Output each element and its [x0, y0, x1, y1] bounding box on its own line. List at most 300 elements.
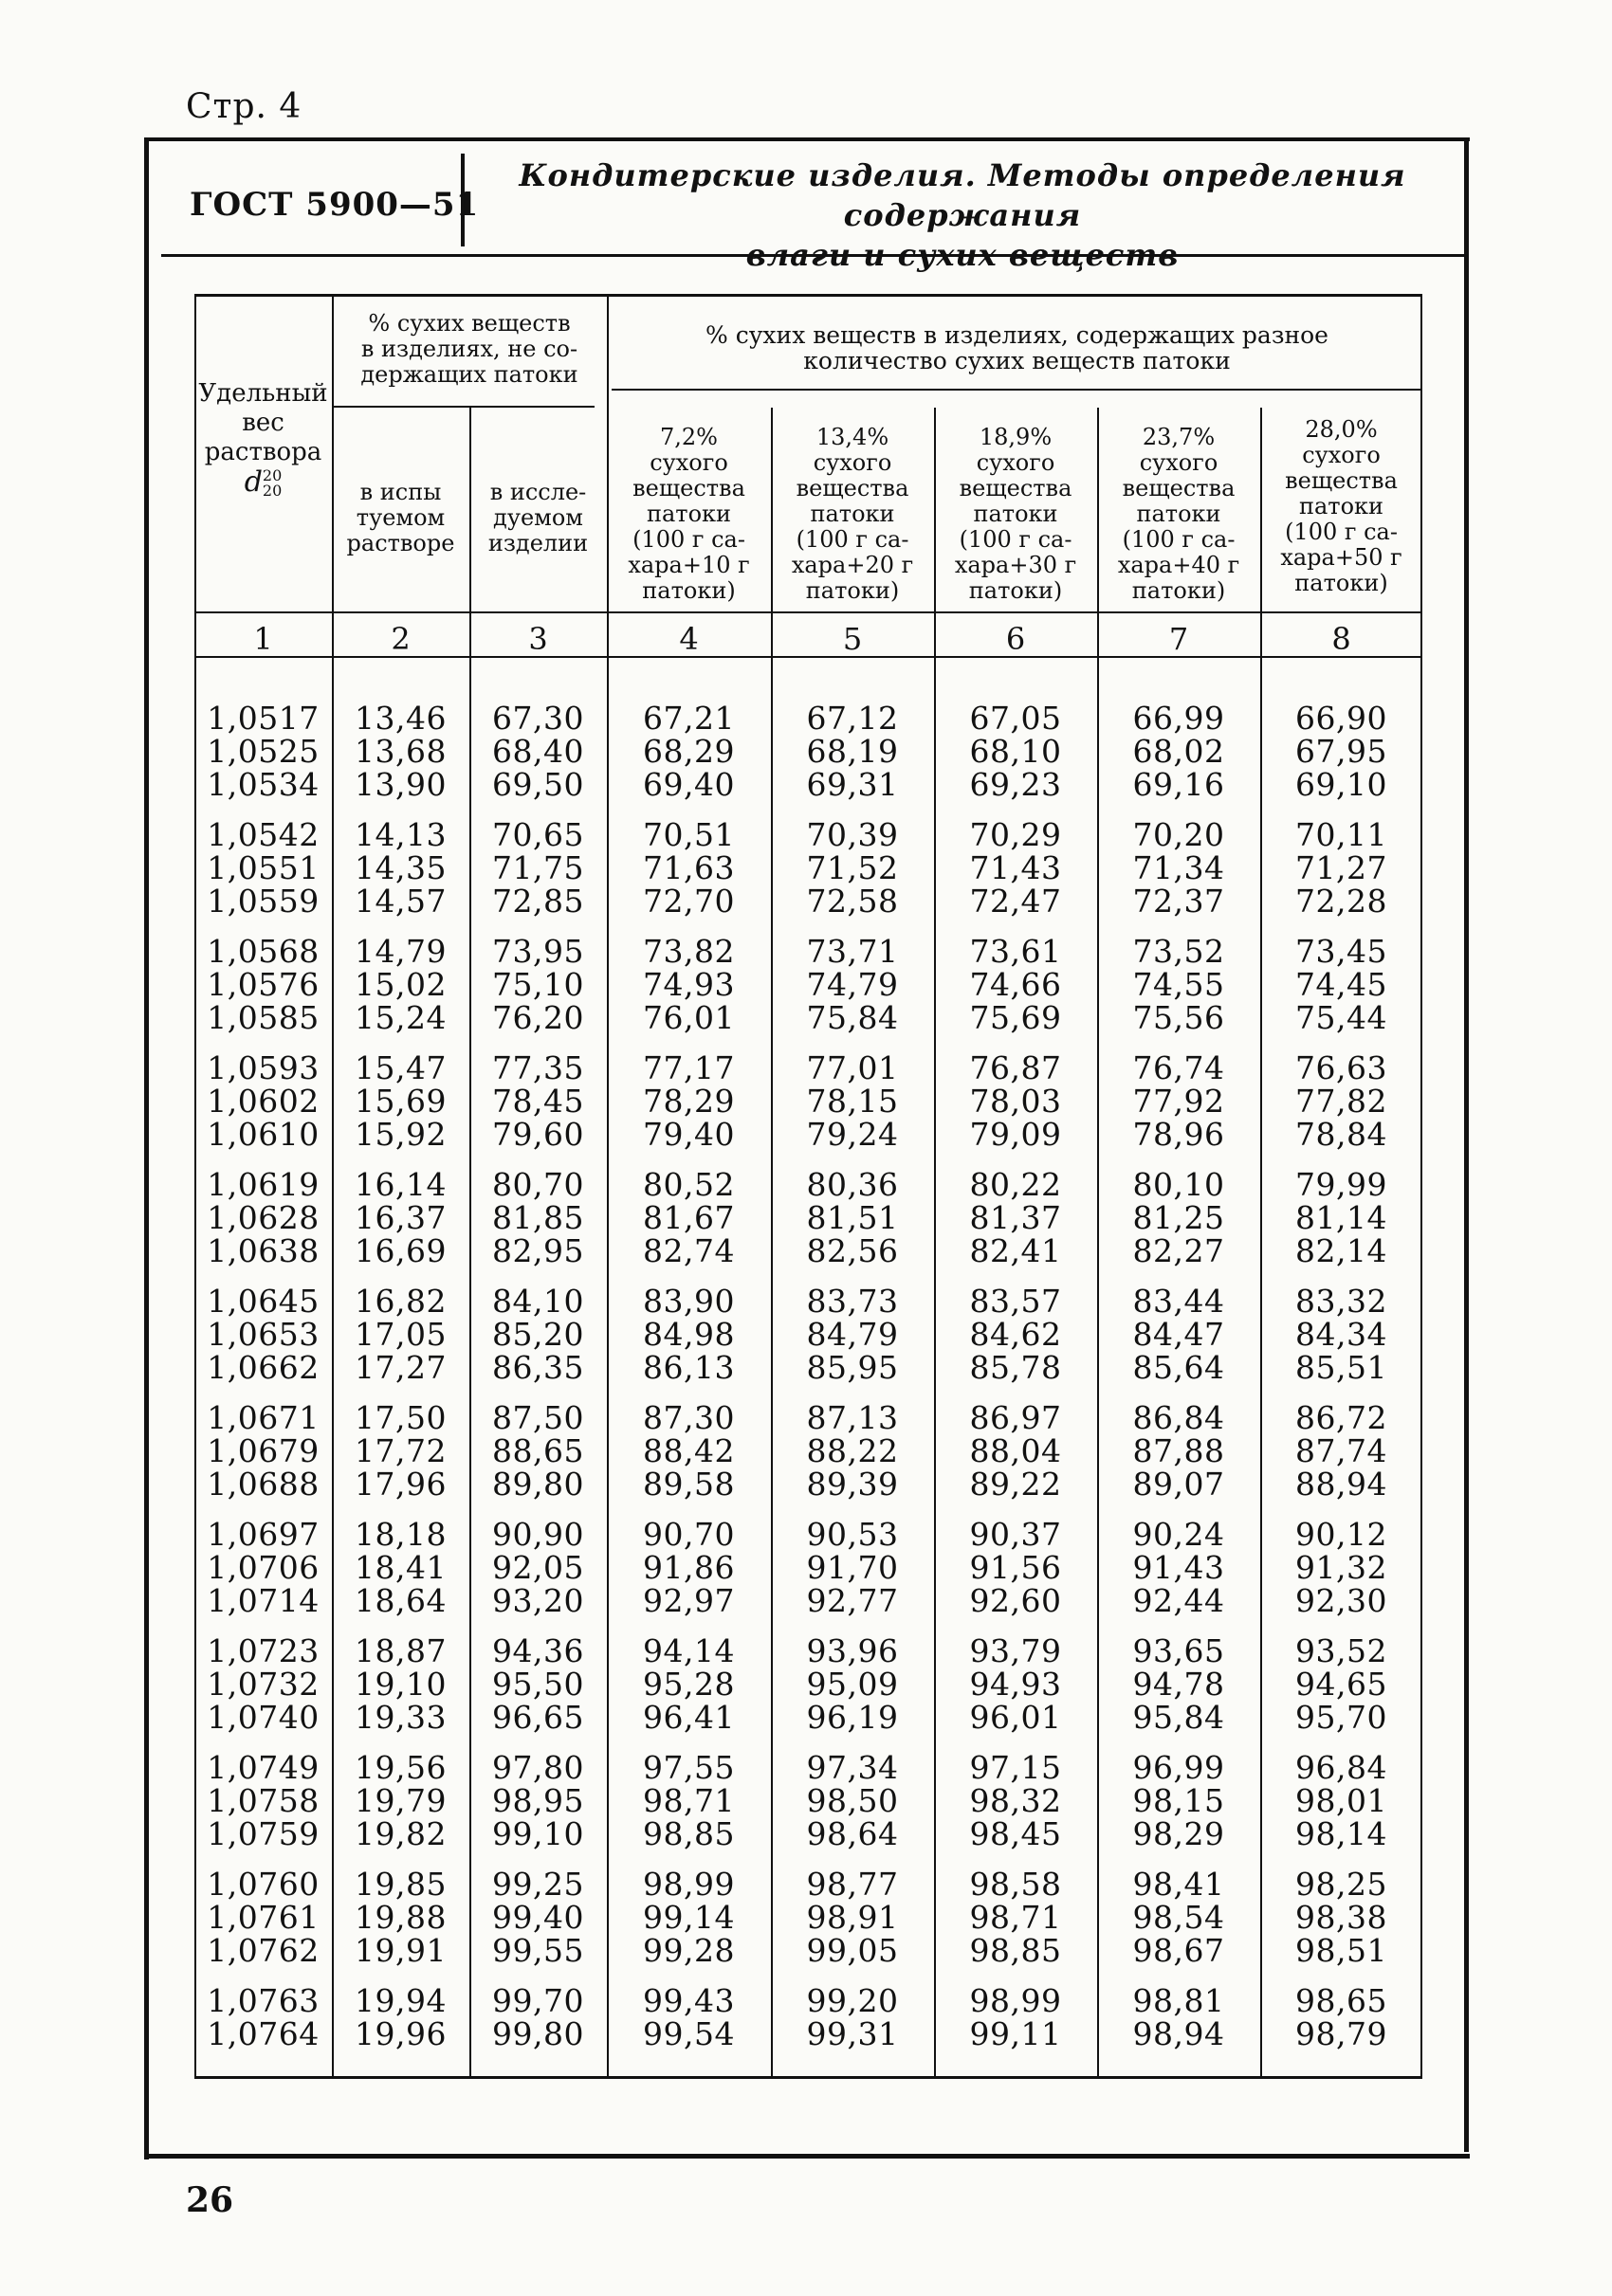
col1-header-line2: вес: [242, 409, 284, 437]
document-title-line2: влаги и сухих веществ: [745, 237, 1180, 273]
table-cell: 94,93: [969, 1666, 1062, 1703]
table-cell: 89,07: [1132, 1466, 1225, 1503]
table-cell: 77,17: [643, 1049, 735, 1086]
table-cell: 1,0697: [207, 1516, 320, 1553]
frame-left: [144, 140, 149, 2159]
table-cell: 80,70: [492, 1166, 584, 1203]
table-cell: 1,0602: [207, 1083, 320, 1120]
col8-header-line2: сухого: [1302, 442, 1381, 468]
column-number-7: 7: [1168, 621, 1189, 657]
table-cell: 1,0764: [207, 2015, 320, 2052]
table-cell: 98,54: [1132, 1899, 1225, 1936]
col2-header: [332, 480, 469, 556]
table-cell: 78,45: [492, 1083, 584, 1120]
table-cell: 96,65: [492, 1699, 584, 1736]
col8-header: [1260, 417, 1422, 596]
col2-header-line1: в испы: [359, 479, 442, 505]
table-cell: 79,99: [1295, 1166, 1387, 1203]
group2-header-line2: количество сухих веществ патоки: [803, 347, 1231, 374]
table-cell: 1,0525: [207, 733, 320, 770]
table-cell: 78,03: [969, 1083, 1062, 1120]
table-cell: 66,90: [1295, 700, 1387, 737]
table-cell: 73,95: [492, 933, 584, 970]
col5-header-line4: патоки: [810, 501, 895, 527]
table-cell: 19,96: [355, 2015, 447, 2052]
table-cell: 99,20: [806, 1982, 899, 2019]
table-cell: 15,69: [355, 1083, 447, 1120]
table-cell: 1,0763: [207, 1982, 320, 2019]
table-cell: 98,99: [643, 1866, 735, 1903]
table-cell: 72,47: [969, 883, 1062, 920]
table-cell: 16,69: [355, 1232, 447, 1269]
table-cell: 1,0517: [207, 700, 320, 737]
table-cell: 95,09: [806, 1666, 899, 1703]
table-bottom-rule: [194, 2076, 1422, 2079]
table-cell: 19,79: [355, 1782, 447, 1819]
table-cell: 99,11: [969, 2015, 1062, 2052]
table-cell: 98,32: [969, 1782, 1062, 1819]
table-cell: 98,64: [806, 1815, 899, 1852]
frame-bottom: [144, 2154, 1470, 2159]
col6-header-line5: (100 г са-: [959, 526, 1072, 553]
table-cell: 93,52: [1295, 1632, 1387, 1669]
table-cell: 17,72: [355, 1432, 447, 1469]
page-label: Стр. 4: [186, 87, 302, 126]
group1-header-line3: держащих патоки: [360, 361, 578, 388]
table-cell: 92,60: [969, 1582, 1062, 1619]
table-cell: 68,10: [969, 733, 1062, 770]
table-cell: 86,35: [492, 1349, 584, 1386]
table-cell: 81,51: [806, 1199, 899, 1236]
table-cell: 1,0638: [207, 1232, 320, 1269]
table-cell: 92,77: [806, 1582, 899, 1619]
table-cell: 1,0585: [207, 999, 320, 1036]
table-cell: 82,27: [1132, 1232, 1225, 1269]
table-cell: 19,82: [355, 1815, 447, 1852]
table-cell: 69,40: [643, 766, 735, 803]
table-cell: 76,87: [969, 1049, 1062, 1086]
table-cell: 83,90: [643, 1283, 735, 1320]
table-cell: 81,25: [1132, 1199, 1225, 1236]
table-cell: 16,37: [355, 1199, 447, 1236]
col4-header-line2: сухого: [650, 449, 728, 476]
table-cell: 99,40: [492, 1899, 584, 1936]
table-cell: 76,63: [1295, 1049, 1387, 1086]
table-cell: 79,60: [492, 1116, 584, 1153]
col8-header-line6: хара+50 г: [1280, 544, 1402, 571]
table-cell: 77,01: [806, 1049, 899, 1086]
table-cell: 95,84: [1132, 1699, 1225, 1736]
table-cell: 1,0568: [207, 933, 320, 970]
table-cell: 98,45: [969, 1815, 1062, 1852]
col7-header-line4: патоки: [1136, 501, 1221, 527]
table-cell: 94,65: [1295, 1666, 1387, 1703]
table-cell: 1,0679: [207, 1432, 320, 1469]
column-number-6: 6: [1005, 621, 1026, 657]
table-cell: 99,05: [806, 1932, 899, 1969]
table-cell: 18,18: [355, 1516, 447, 1553]
group2-header-line1: % сухих веществ в изделиях, содержащих разное: [705, 321, 1328, 349]
table-cell: 92,97: [643, 1582, 735, 1619]
table-cell: 88,42: [643, 1432, 735, 1469]
table-cell: 76,20: [492, 999, 584, 1036]
table-cell: 98,79: [1295, 2015, 1387, 2052]
table-cell: 1,0645: [207, 1283, 320, 1320]
table-cell: 98,15: [1132, 1782, 1225, 1819]
table-cell: 14,35: [355, 849, 447, 886]
table-cell: 71,52: [806, 849, 899, 886]
table-cell: 74,93: [643, 966, 735, 1003]
table-cell: 96,01: [969, 1699, 1062, 1736]
table-cell: 98,85: [969, 1932, 1062, 1969]
table-cell: 82,95: [492, 1232, 584, 1269]
table-cell: 15,47: [355, 1049, 447, 1086]
table-cell: 73,71: [806, 933, 899, 970]
table-cell: 14,79: [355, 933, 447, 970]
table-cell: 98,99: [969, 1982, 1062, 2019]
table-cell: 83,32: [1295, 1283, 1387, 1320]
table-cell: 17,50: [355, 1399, 447, 1436]
table-cell: 68,02: [1132, 733, 1225, 770]
table-cell: 90,24: [1132, 1516, 1225, 1553]
table-cell: 81,85: [492, 1199, 584, 1236]
table-cell: 93,20: [492, 1582, 584, 1619]
density-symbol-sub: 20: [262, 482, 283, 500]
table-cell: 98,01: [1295, 1782, 1387, 1819]
table-cell: 98,29: [1132, 1815, 1225, 1852]
table-cell: 73,61: [969, 933, 1062, 970]
col7-header-line2: сухого: [1139, 449, 1218, 476]
col3-header: [469, 480, 607, 556]
col6-header-line7: патоки): [968, 577, 1063, 604]
table-cell: 71,27: [1295, 849, 1387, 886]
table-cell: 1,0688: [207, 1466, 320, 1503]
table-cell: 98,41: [1132, 1866, 1225, 1903]
table-cell: 81,14: [1295, 1199, 1387, 1236]
col6-header-line4: патоки: [973, 501, 1058, 527]
table-cell: 88,04: [969, 1432, 1062, 1469]
group1-header-line2: в изделиях, не со-: [360, 336, 578, 362]
table-cell: 73,82: [643, 933, 735, 970]
table-cell: 1,0714: [207, 1582, 320, 1619]
table-cell: 92,44: [1132, 1582, 1225, 1619]
table-cell: 75,84: [806, 999, 899, 1036]
table-cell: 83,57: [969, 1283, 1062, 1320]
table-cell: 85,64: [1132, 1349, 1225, 1386]
group1-header-line1: % сухих веществ: [368, 310, 571, 337]
table-cell: 1,0762: [207, 1932, 320, 1969]
table-cell: 15,02: [355, 966, 447, 1003]
table-cell: 1,0732: [207, 1666, 320, 1703]
table-cell: 78,96: [1132, 1116, 1225, 1153]
table-cell: 13,46: [355, 700, 447, 737]
col3-header-line1: в иссле-: [489, 479, 587, 505]
table-cell: 93,96: [806, 1632, 899, 1669]
table-cell: 69,50: [492, 766, 584, 803]
table-cell: 89,39: [806, 1466, 899, 1503]
col8-header-line7: патоки): [1294, 570, 1388, 596]
table-cell: 19,94: [355, 1982, 447, 2019]
col7-header-line5: (100 г са-: [1122, 526, 1236, 553]
table-cell: 78,84: [1295, 1116, 1387, 1153]
table-cell: 13,68: [355, 733, 447, 770]
table-cell: 97,80: [492, 1749, 584, 1786]
table-cell: 72,28: [1295, 883, 1387, 920]
table-cell: 1,0760: [207, 1866, 320, 1903]
table-cell: 77,92: [1132, 1083, 1225, 1120]
frame-top: [144, 137, 1470, 141]
table-cell: 83,73: [806, 1283, 899, 1320]
table-cell: 93,79: [969, 1632, 1062, 1669]
table-cell: 70,39: [806, 816, 899, 853]
table-cell: 87,50: [492, 1399, 584, 1436]
table-cell: 87,74: [1295, 1432, 1387, 1469]
table-cell: 97,55: [643, 1749, 735, 1786]
table-cell: 15,92: [355, 1116, 447, 1153]
table-cell: 91,56: [969, 1549, 1062, 1586]
col8-header-line3: вещества: [1285, 467, 1398, 494]
table-cell: 18,64: [355, 1582, 447, 1619]
group2-rule: [612, 389, 1422, 391]
table-cell: 93,65: [1132, 1632, 1225, 1669]
col4-header-line3: вещества: [632, 475, 745, 501]
page-number: 26: [186, 2180, 234, 2220]
table-cell: 67,30: [492, 700, 584, 737]
density-symbol-letter: d: [244, 465, 263, 499]
table-cell: 67,12: [806, 700, 899, 737]
table-cell: 94,36: [492, 1632, 584, 1669]
table-cell: 1,0551: [207, 849, 320, 886]
group1-header: [332, 311, 607, 388]
table-cell: 79,24: [806, 1116, 899, 1153]
table-cell: 96,19: [806, 1699, 899, 1736]
table-cell: 1,0761: [207, 1899, 320, 1936]
table-cell: 98,91: [806, 1899, 899, 1936]
table-cell: 90,37: [969, 1516, 1062, 1553]
table-cell: 79,40: [643, 1116, 735, 1153]
table-cell: 81,37: [969, 1199, 1062, 1236]
data-table: [194, 294, 1422, 2100]
col1-header-line3: раствора: [204, 438, 322, 466]
table-cell: 99,54: [643, 2015, 735, 2052]
table-cell: 78,15: [806, 1083, 899, 1120]
table-cell: 1,0749: [207, 1749, 320, 1786]
table-cell: 19,91: [355, 1932, 447, 1969]
column-number-1: 1: [253, 621, 273, 657]
table-cell: 17,96: [355, 1466, 447, 1503]
table-cell: 1,0740: [207, 1699, 320, 1736]
table-cell: 71,43: [969, 849, 1062, 886]
table-cell: 84,34: [1295, 1316, 1387, 1353]
table-cell: 1,0671: [207, 1399, 320, 1436]
table-cell: 1,0619: [207, 1166, 320, 1203]
table-cell: 14,13: [355, 816, 447, 853]
table-cell: 74,79: [806, 966, 899, 1003]
col5-header-line3: вещества: [796, 475, 909, 501]
table-cell: 13,90: [355, 766, 447, 803]
table-cell: 98,14: [1295, 1815, 1387, 1852]
table-cell: 73,45: [1295, 933, 1387, 970]
table-cell: 98,95: [492, 1782, 584, 1819]
table-cell: 84,47: [1132, 1316, 1225, 1353]
table-cell: 68,40: [492, 733, 584, 770]
col2-header-line2: туемом: [356, 504, 446, 531]
table-cell: 86,97: [969, 1399, 1062, 1436]
table-cell: 90,53: [806, 1516, 899, 1553]
table-cell: 19,10: [355, 1666, 447, 1703]
table-cell: 98,38: [1295, 1899, 1387, 1936]
col5-header: [771, 425, 934, 604]
table-cell: 98,85: [643, 1815, 735, 1852]
col7-header-line6: хара+40 г: [1117, 552, 1240, 578]
col1-header-line1: Удельный: [198, 379, 328, 408]
table-cell: 95,50: [492, 1666, 584, 1703]
table-cell: 69,10: [1295, 766, 1387, 803]
table-cell: 99,25: [492, 1866, 584, 1903]
table-cell: 72,58: [806, 883, 899, 920]
col7-header-line3: вещества: [1122, 475, 1236, 501]
table-cell: 98,94: [1132, 2015, 1225, 2052]
table-cell: 81,67: [643, 1199, 735, 1236]
table-cell: 87,30: [643, 1399, 735, 1436]
col5-header-line1: 13,4%: [815, 424, 889, 450]
table-cell: 1,0542: [207, 816, 320, 853]
table-cell: 75,10: [492, 966, 584, 1003]
gost-code: ГОСТ 5900—51: [190, 186, 480, 224]
table-cell: 19,88: [355, 1899, 447, 1936]
table-cell: 99,43: [643, 1982, 735, 2019]
frame-right: [1464, 137, 1469, 2152]
table-cell: 75,44: [1295, 999, 1387, 1036]
table-cell: 74,45: [1295, 966, 1387, 1003]
table-cell: 86,13: [643, 1349, 735, 1386]
table-cell: 82,14: [1295, 1232, 1387, 1269]
table-cell: 84,62: [969, 1316, 1062, 1353]
table-cell: 91,43: [1132, 1549, 1225, 1586]
table-cell: 74,55: [1132, 966, 1225, 1003]
table-cell: 68,19: [806, 733, 899, 770]
col6-header-line6: хара+30 г: [954, 552, 1077, 578]
table-cell: 95,28: [643, 1666, 735, 1703]
table-cell: 67,21: [643, 700, 735, 737]
table-cell: 88,94: [1295, 1466, 1387, 1503]
table-cell: 1,0706: [207, 1549, 320, 1586]
table-cell: 98,65: [1295, 1982, 1387, 2019]
table-cell: 97,15: [969, 1749, 1062, 1786]
table-cell: 99,70: [492, 1982, 584, 2019]
column-number-8: 8: [1331, 621, 1351, 657]
table-cell: 14,57: [355, 883, 447, 920]
table-cell: 1,0610: [207, 1116, 320, 1153]
table-cell: 1,0653: [207, 1316, 320, 1353]
table-cell: 80,36: [806, 1166, 899, 1203]
table-cell: 85,78: [969, 1349, 1062, 1386]
col8-header-line1: 28,0%: [1305, 416, 1378, 443]
table-cell: 99,28: [643, 1932, 735, 1969]
table-cell: 72,70: [643, 883, 735, 920]
table-cell: 69,16: [1132, 766, 1225, 803]
table-cell: 86,72: [1295, 1399, 1387, 1436]
col7-header-line7: патоки): [1131, 577, 1226, 604]
column-number-4: 4: [679, 621, 699, 657]
table-cell: 69,23: [969, 766, 1062, 803]
col5-header-line5: (100 г са-: [796, 526, 909, 553]
table-cell: 17,05: [355, 1316, 447, 1353]
table-cell: 1,0559: [207, 883, 320, 920]
col7-header-line1: 23,7%: [1142, 424, 1216, 450]
table-cell: 16,14: [355, 1166, 447, 1203]
table-cell: 1,0662: [207, 1349, 320, 1386]
col4-header-line6: хара+10 г: [628, 552, 750, 578]
table-cell: 92,05: [492, 1549, 584, 1586]
table-cell: 99,55: [492, 1932, 584, 1969]
col4-header-line4: патоки: [646, 501, 732, 527]
table-cell: 98,77: [806, 1866, 899, 1903]
document-title-line1: Кондитерские изделия. Методы определения содержания: [519, 157, 1406, 233]
table-cell: 82,56: [806, 1232, 899, 1269]
table-cell: 70,51: [643, 816, 735, 853]
table-cell: 88,22: [806, 1432, 899, 1469]
header-bottom-rule: [194, 611, 1422, 613]
table-cell: 84,98: [643, 1316, 735, 1353]
table-cell: 80,52: [643, 1166, 735, 1203]
table-cell: 90,12: [1295, 1516, 1387, 1553]
table-cell: 87,13: [806, 1399, 899, 1436]
table-cell: 80,22: [969, 1166, 1062, 1203]
table-cell: 92,30: [1295, 1582, 1387, 1619]
col8-header-line4: патоки: [1298, 493, 1384, 519]
table-cell: 75,69: [969, 999, 1062, 1036]
col6-header-line2: сухого: [976, 449, 1055, 476]
col5-header-line7: патоки): [805, 577, 900, 604]
table-cell: 18,41: [355, 1549, 447, 1586]
table-cell: 19,56: [355, 1749, 447, 1786]
table-cell: 98,58: [969, 1866, 1062, 1903]
table-cell: 98,71: [969, 1899, 1062, 1936]
table-cell: 99,31: [806, 2015, 899, 2052]
table-cell: 18,87: [355, 1632, 447, 1669]
group1-rule: [332, 406, 595, 408]
table-cell: 84,10: [492, 1283, 584, 1320]
table-cell: 70,11: [1295, 816, 1387, 853]
col5-header-line6: хара+20 г: [791, 552, 914, 578]
table-cell: 82,74: [643, 1232, 735, 1269]
table-cell: 75,56: [1132, 999, 1225, 1036]
table-cell: 1,0593: [207, 1049, 320, 1086]
table-cell: 96,41: [643, 1699, 735, 1736]
density-symbol-sup: 20: [262, 466, 283, 484]
table-cell: 74,66: [969, 966, 1062, 1003]
table-cell: 70,29: [969, 816, 1062, 853]
table-cell: 16,82: [355, 1283, 447, 1320]
table-cell: 77,82: [1295, 1083, 1387, 1120]
table-cell: 98,67: [1132, 1932, 1225, 1969]
table-cell: 76,74: [1132, 1049, 1225, 1086]
table-cell: 96,84: [1295, 1749, 1387, 1786]
table-cell: 80,10: [1132, 1166, 1225, 1203]
table-cell: 77,35: [492, 1049, 584, 1086]
table-cell: 15,24: [355, 999, 447, 1036]
column-number-2: 2: [391, 621, 411, 657]
table-cell: 91,86: [643, 1549, 735, 1586]
col3-header-line3: изделии: [487, 530, 589, 556]
table-cell: 71,34: [1132, 849, 1225, 886]
table-cell: 82,41: [969, 1232, 1062, 1269]
col6-header: [934, 425, 1097, 604]
table-cell: 91,70: [806, 1549, 899, 1586]
table-cell: 1,0759: [207, 1815, 320, 1852]
table-cell: 98,81: [1132, 1982, 1225, 2019]
